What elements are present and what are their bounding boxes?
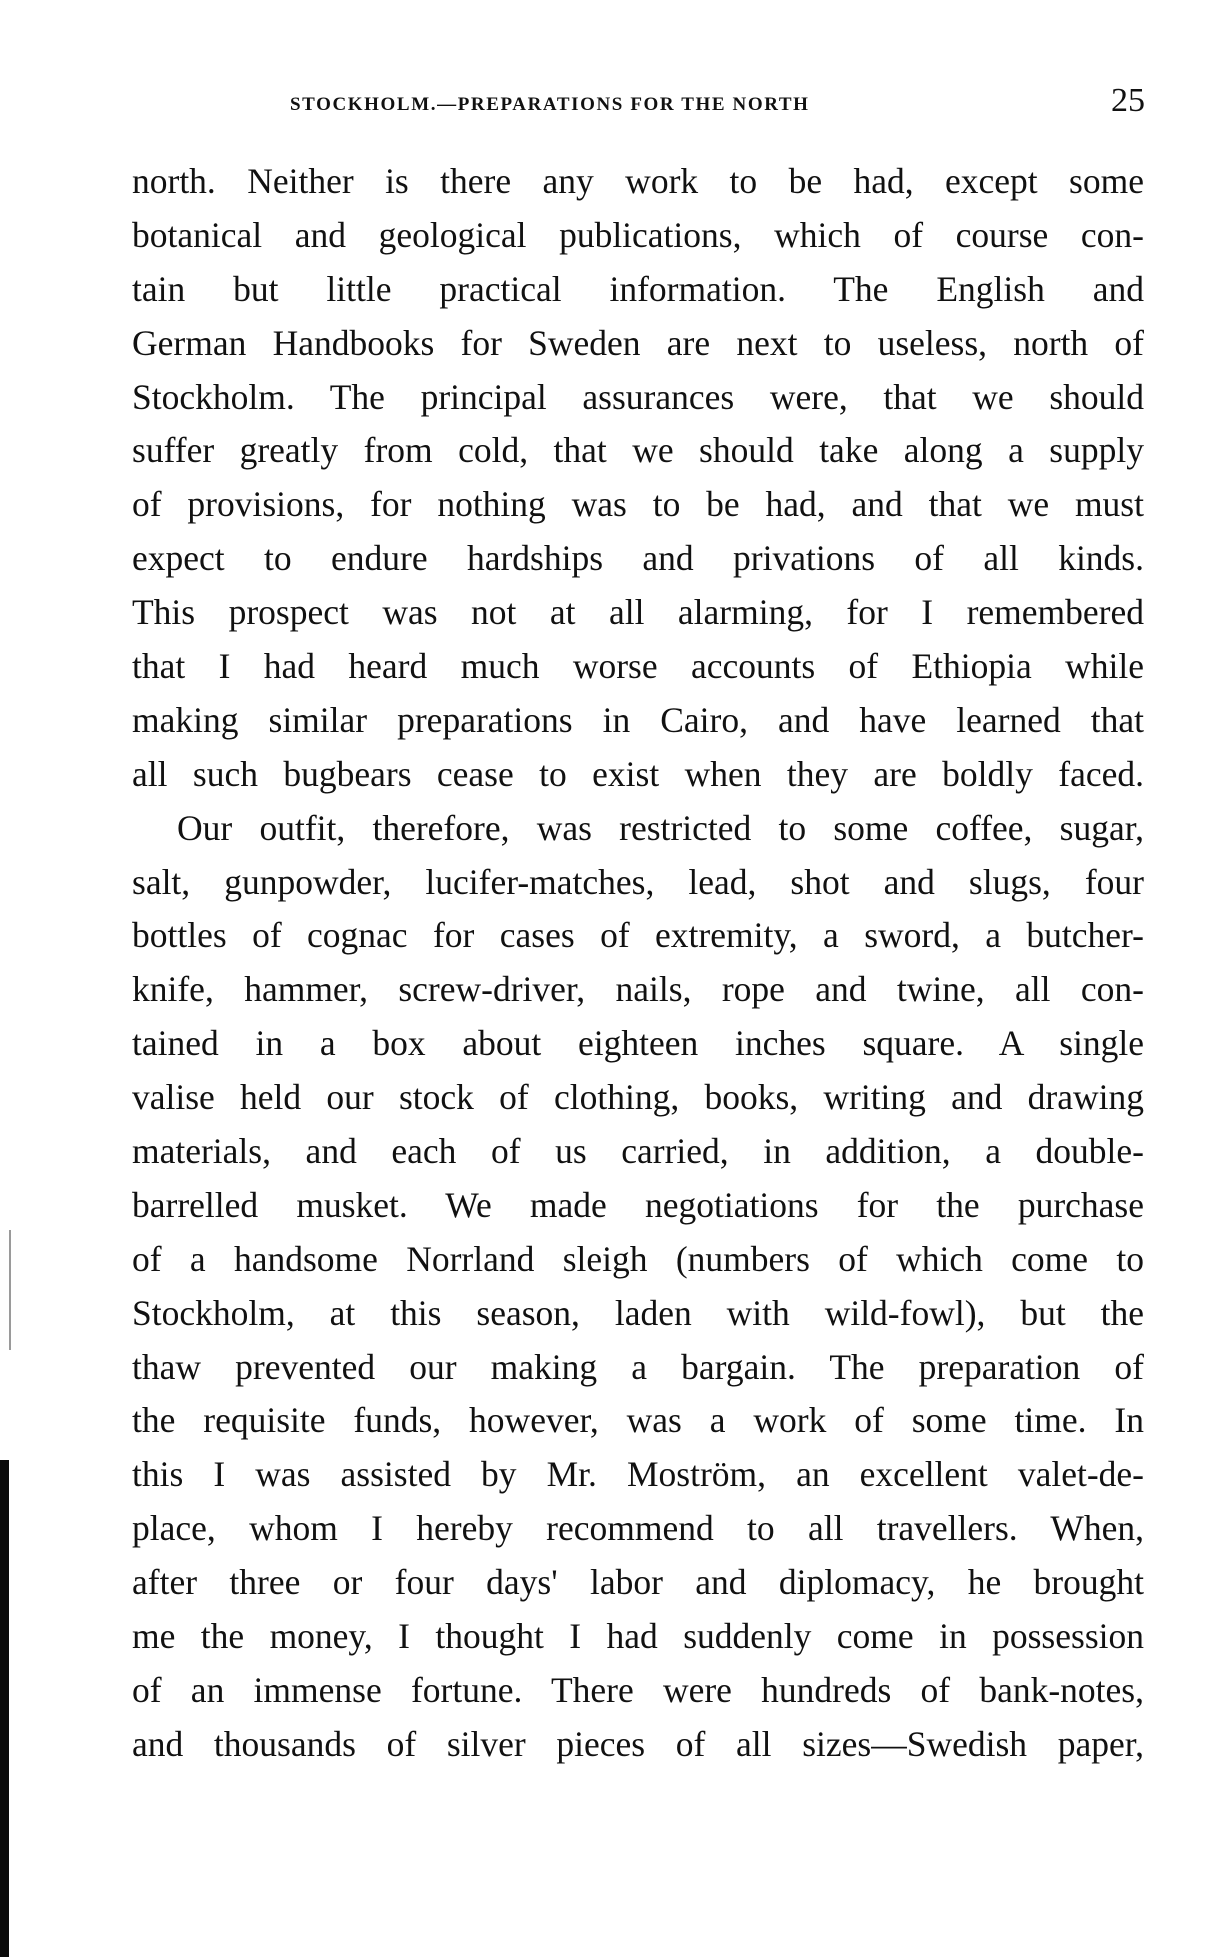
- text-line: tain but little practical information. The English and: [132, 268, 1144, 309]
- text-line: and thousands of silver pieces of all sizes—Swedish paper,: [132, 1723, 1144, 1764]
- text-line: Stockholm, at this season, laden with wild-fowl), but the: [132, 1292, 1144, 1333]
- text-line: valise held our stock of clothing, books, writing and drawing: [132, 1077, 1144, 1118]
- text-line: after three or four days' labor and diplomacy, he brought: [132, 1562, 1144, 1603]
- paragraph: [132, 802, 1144, 1772]
- text-line: barrelled musket. We made negotiations for the purchase: [132, 1184, 1144, 1225]
- text-line: suffer greatly from cold, that we should take along a supply: [132, 430, 1144, 471]
- text-line: This prospect was not at all alarming, for I remembered: [132, 592, 1144, 633]
- text-line: the requisite funds, however, was a work of some time. In: [132, 1400, 1144, 1441]
- scan-margin-mark: [9, 1230, 11, 1350]
- text-line: Stockholm. The principal assurances were, that we should: [132, 376, 1144, 417]
- text-line: materials, and each of us carried, in addition, a double-: [132, 1131, 1144, 1172]
- text-line: tained in a box about eighteen inches square. A single: [132, 1023, 1144, 1064]
- text-line: me the money, I thought I had suddenly come in possession: [132, 1616, 1144, 1657]
- text-line: Our outfit, therefore, was restricted to some coffee, sugar,: [177, 807, 1144, 848]
- text-line: German Handbooks for Sweden are next to useless, north of: [132, 322, 1144, 363]
- paragraph: [132, 155, 1144, 802]
- text-line: of an immense fortune. There were hundreds of bank-notes,: [132, 1669, 1144, 1710]
- text-line: all such bugbears cease to exist when they are boldly faced.: [132, 753, 1144, 794]
- body-text: [132, 155, 1144, 1772]
- text-line: salt, gunpowder, lucifer-matches, lead, shot and slugs, four: [132, 861, 1144, 902]
- text-line: place, whom I hereby recommend to all travellers. When,: [132, 1508, 1144, 1549]
- text-line: of a handsome Norrland sleigh (numbers of which come to: [132, 1238, 1144, 1279]
- text-line: bottles of cognac for cases of extremity, a sword, a butcher-: [132, 915, 1144, 956]
- text-line: this I was assisted by Mr. Moström, an excellent valet-de-: [132, 1454, 1144, 1495]
- text-line: that I had heard much worse accounts of Ethiopia while: [132, 646, 1144, 687]
- page-number: 25: [1111, 82, 1145, 119]
- text-line: north. Neither is there any work to be had, except some: [132, 161, 1144, 201]
- text-line: of provisions, for nothing was to be had, and that we must: [132, 484, 1144, 525]
- running-head: STOCKHOLM.—PREPARATIONS FOR THE NORTH: [290, 94, 810, 115]
- text-line: expect to endure hardships and privations of all kinds.: [132, 538, 1144, 579]
- text-line: thaw prevented our making a bargain. The preparation of: [132, 1346, 1144, 1387]
- text-line: knife, hammer, screw-driver, nails, rope and twine, all con-: [132, 969, 1144, 1010]
- text-line: making similar preparations in Cairo, and have learned that: [132, 699, 1144, 740]
- scan-binding-edge: [0, 1460, 9, 1957]
- text-line: botanical and geological publications, which of course con-: [132, 214, 1144, 255]
